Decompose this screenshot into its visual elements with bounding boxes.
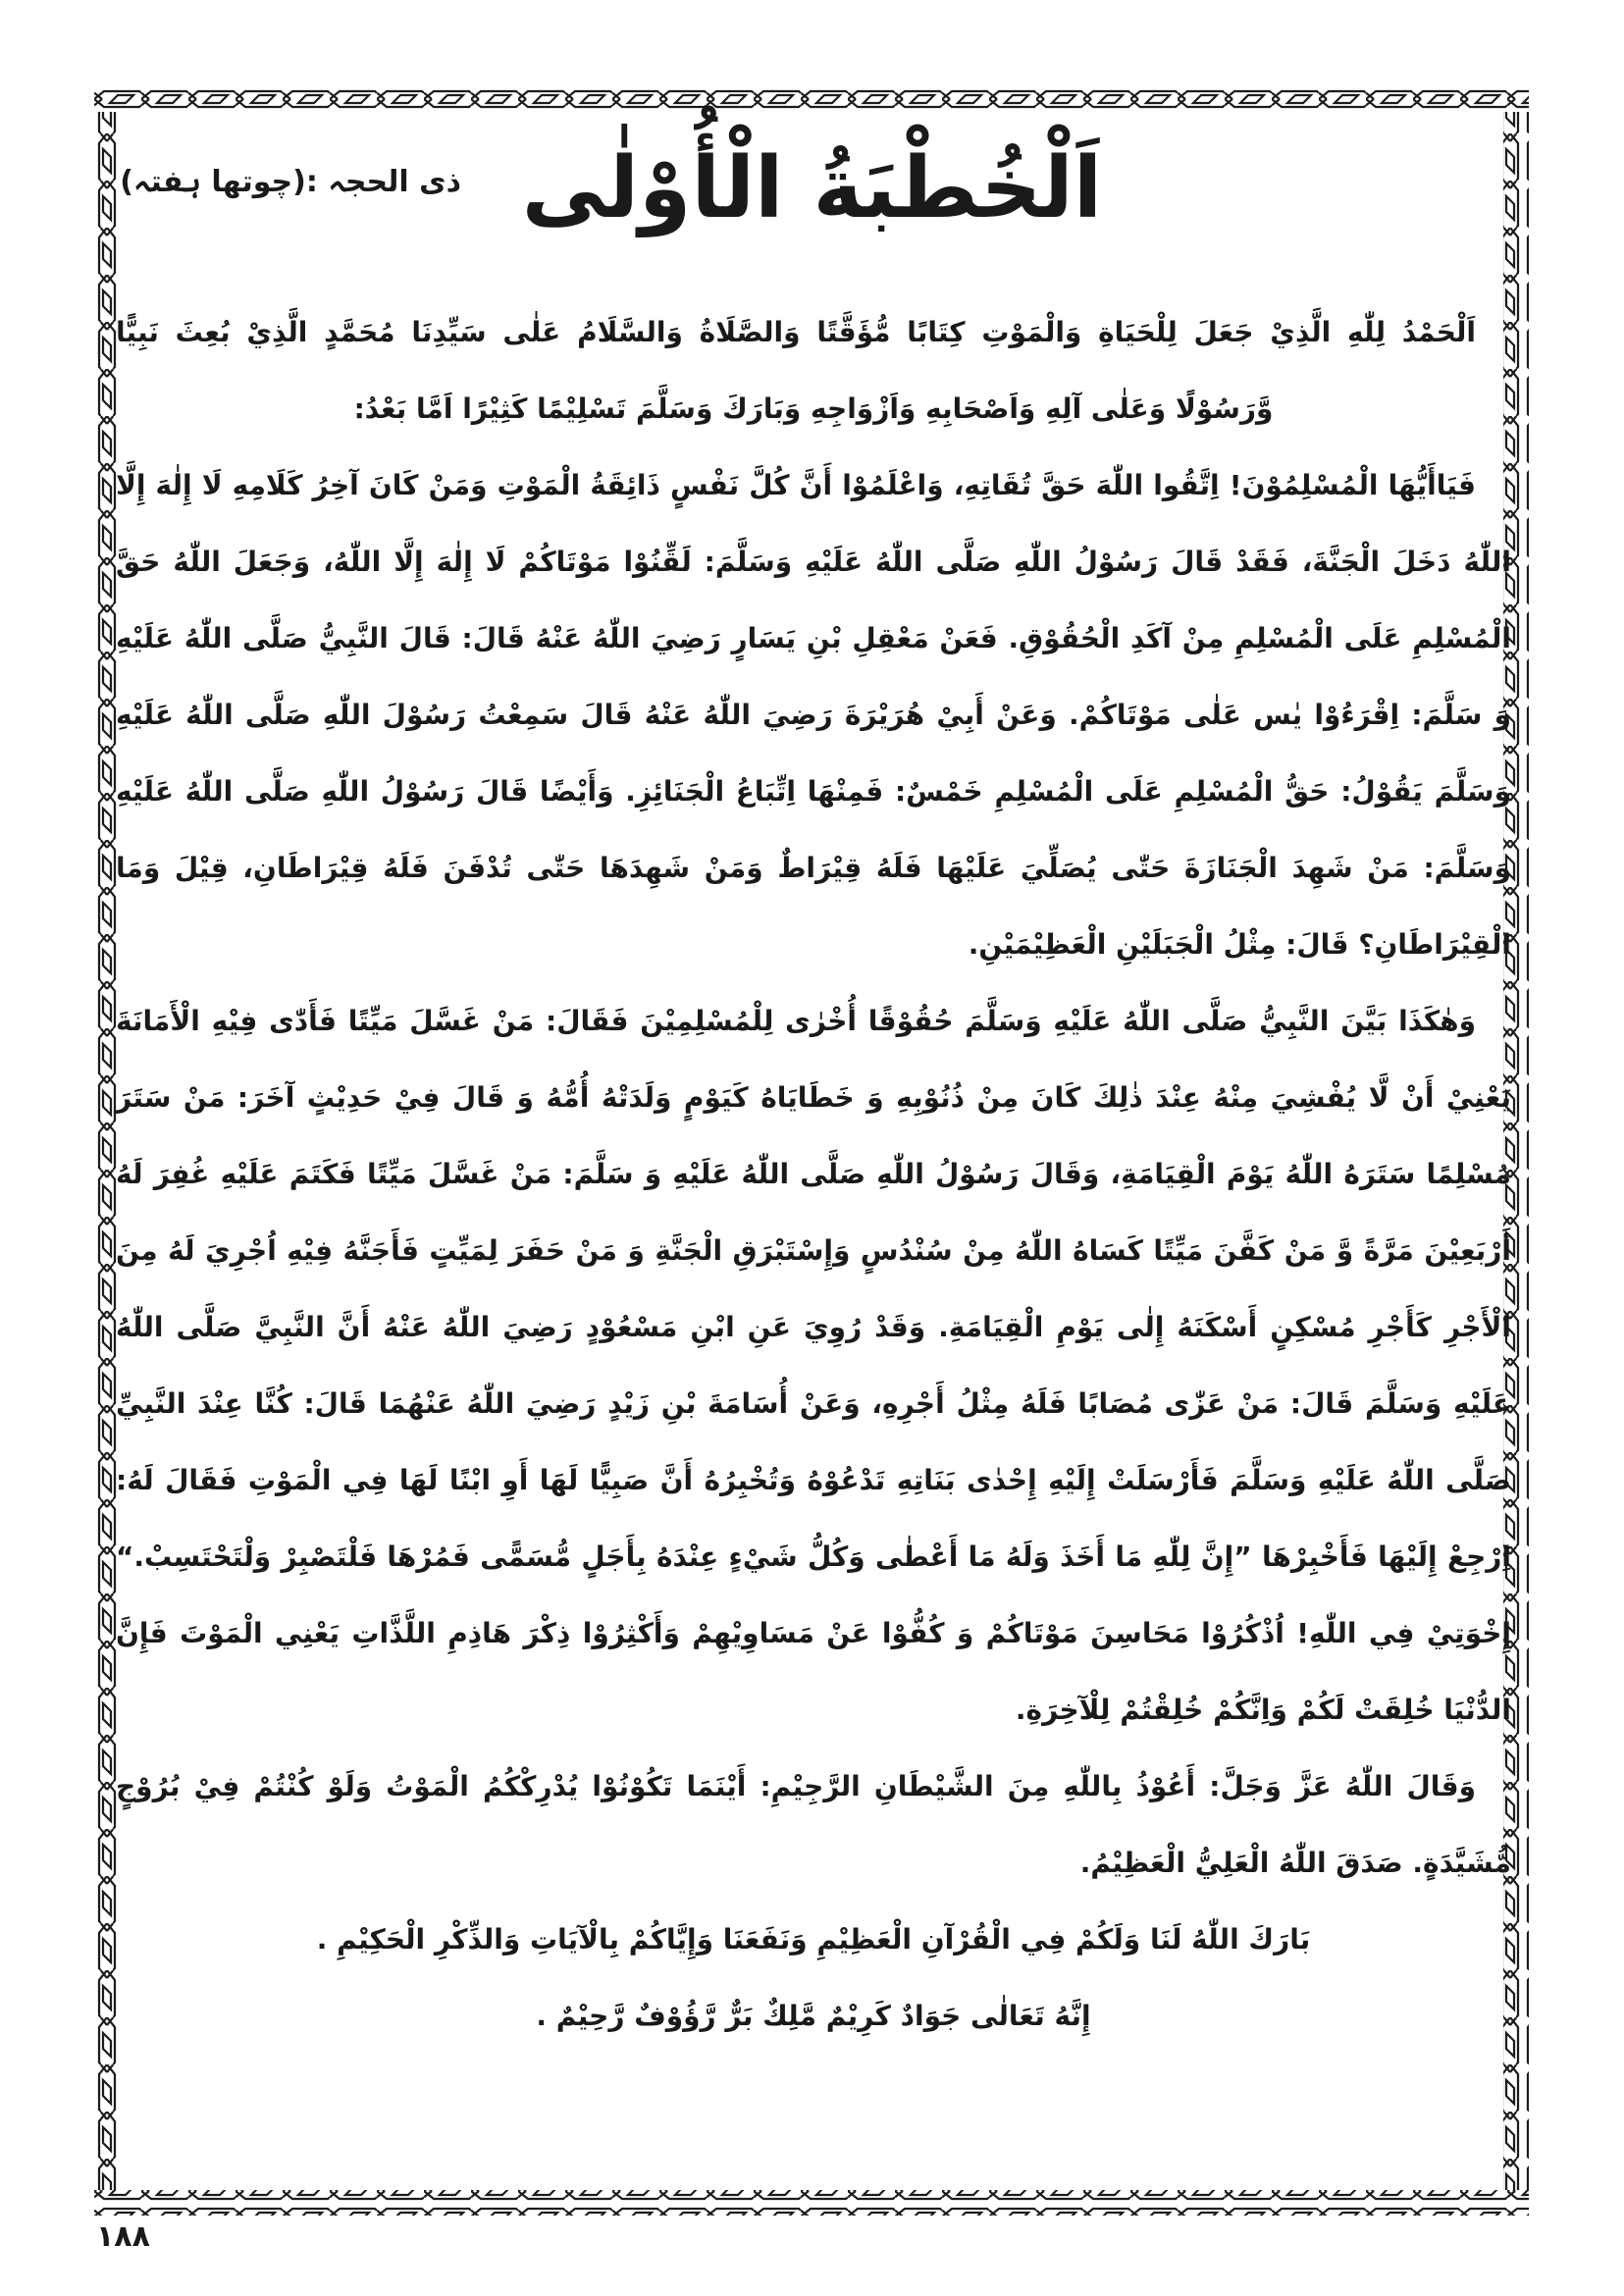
page-number: ١٨٨: [96, 2219, 150, 2254]
page-title: اَلْخُطْبَةُ الْأُوْلٰى: [521, 139, 1103, 237]
border-bottom-strip: [94, 2190, 1529, 2216]
paragraph-quran-verse: وَقَالَ اللّٰهُ عَزَّ وَجَلَّ: أَعُوْذُ بِاللّٰهِ مِنَ الشَّيْطَانِ الرَّجِيْمِ: أَيْنَمَا تَكُوْنُوْا يُدْرِكْكُمُ الْمَوْتُ وَلَوْ كُنْتُمْ فِيْ بُرُوْجٍ مُّشَيَّدَةٍ. صَدَقَ اللّٰهُ الْعَلِيُّ الْعَظِيْمُ.: [116, 1770, 1511, 1879]
paragraph-closing-dua: إِنَّهُ تَعَالٰى جَوَادٌ كَرِيْمٌ مَّلِكٌ بَرٌّ رَّؤُوْفٌ رَّحِيْمٌ .: [536, 2000, 1091, 2032]
border-top-strip: [94, 86, 1529, 112]
khutbah-body: [116, 294, 1511, 2143]
calendar-week-note: ذی الحجہ :(چوتھا ہفتہ): [120, 165, 461, 199]
paragraph-taqwa-and-janazah-rights: فَيَاأَيُّهَا الْمُسْلِمُوْنَ! اِتَّقُوا اللّٰهَ حَقَّ تُقَاتِهِ، وَاعْلَمُوْا أَنَّ كُلَّ نَفْسٍ ذَائِقَةُ الْمَوْتِ وَمَنْ كَانَ آخِرُ كَلَامِهِ لَا إِلٰهَ إِلَّا اللّٰهُ دَخَلَ الْجَنَّةَ، فَقَدْ قَالَ رَسُوْلُ اللّٰهِ صَلَّى اللّٰهُ عَلَيْهِ وَسَلَّمَ: لَقِّنُوْا مَوْتَاكُمْ لَا إِلٰهَ إِلَّا اللّٰهُ، وَجَعَلَ اللّٰهُ حَقَّ الْمُسْلِمِ عَلَى الْمُسْلِمِ مِنْ آكَدِ الْحُقُوْقِ. فَعَنْ مَعْقِلِ بْنِ يَسَارٍ رَضِيَ اللّٰهُ عَنْهُ قَالَ: قَالَ النَّبِيُّ صَلَّى اللّٰهُ عَلَيْهِ وَ سَلَّمَ: اِقْرَءُوْا يٰس عَلٰى مَوْتَاكُمْ. وَعَنْ أَبِيْ هُرَيْرَةَ رَضِيَ اللّٰهُ عَنْهُ قَالَ سَمِعْتُ رَسُوْلَ اللّٰهِ صَلَّى اللّٰهُ عَلَيْهِ وَسَلَّمَ يَقُوْلُ: حَقُّ الْمُسْلِمِ عَلَى الْمُسْلِمِ خَمْسٌ: فَمِنْهَا اِتِّبَاعُ الْجَنَائِزِ. وَأَيْضًا قَالَ رَسُوْلُ اللّٰهِ صَلَّى اللّٰهُ عَلَيْهِ وَسَلَّمَ: مَنْ شَهِدَ الْجَنَازَةَ حَتّٰى يُصَلِّيَ عَلَيْهَا فَلَهُ قِيْرَاطٌ وَمَنْ شَهِدَهَا حَتّٰى تُدْفَنَ فَلَهُ قِيْرَاطَانِ، قِيْلَ وَمَا الْقِيْرَاطَانِ؟ قَالَ: مِثْلُ الْجَبَلَيْنِ الْعَظِيْمَيْنِ.: [116, 469, 1511, 961]
paragraph-barakah-dua: بَارَكَ اللّٰهُ لَنَا وَلَكُمْ فِي الْقُرْآنِ الْعَظِيْمِ وَنَفَعَنَا وَإِيَّاكُمْ بِالْآيَاتِ وَالذِّكْرِ الْحَكِيْمِ .: [316, 1923, 1311, 1956]
paragraph-hamd-opening: اَلْحَمْدُ لِلّٰهِ الَّذِيْ جَعَلَ لِلْحَيَاةِ وَالْمَوْتِ كِتَابًا مُّؤَقَّتًا وَالصَّلَاةُ وَالسَّلَامُ عَلٰى سَيِّدِنَا مُحَمَّدٍ الَّذِيْ بُعِثَ نَبِيًّا وَّرَسُوْلًا وَعَلٰى آلِهِ وَاَصْحَابِهِ وَاَزْوَاجِهِ وَبَارَكَ وَسَلَّمَ تَسْلِيْمًا كَثِيْرًا اَمَّا بَعْدُ:: [116, 316, 1476, 425]
paragraph-further-rights-hadith: وَهٰكَذَا بَيَّنَ النَّبِيُّ صَلَّى اللّٰهُ عَلَيْهِ وَسَلَّمَ حُقُوْقًا أُخْرٰى لِلْمُسْلِمِيْنَ فَقَالَ: مَنْ غَسَّلَ مَيِّتًا فَأَدّٰى فِيْهِ الْأَمَانَةَ يَعْنِيْ أَنْ لَّا يُفْشِيَ مِنْهُ عِنْدَ ذٰلِكَ كَانَ مِنْ ذُنُوْبِهِ وَ خَطَايَاهُ كَيَوْمٍ وَلَدَتْهُ أُمُّهُ وَ قَالَ فِيْ حَدِيْثٍ آخَرَ: مَنْ سَتَرَ مُسْلِمًا سَتَرَهُ اللّٰهُ يَوْمَ الْقِيَامَةِ، وَقَالَ رَسُوْلُ اللّٰهِ صَلَّى اللّٰهُ عَلَيْهِ وَ سَلَّمَ: مَنْ غَسَّلَ مَيِّتًا فَكَتَمَ عَلَيْهِ غُفِرَ لَهُ أَرْبَعِيْنَ مَرَّةً وَّ مَنْ كَفَّنَ مَيِّتًا كَسَاهُ اللّٰهُ مِنْ سُنْدُسٍ وَإِسْتَبْرَقِ الْجَنَّةِ وَ مَنْ حَفَرَ لِمَيِّتٍ فَأَجَنَّهُ فِيْهِ اُجْرِيَ لَهُ مِنَ الْأَجْرِ كَأَجْرِ مُسْكِنٍ أَسْكَنَهُ إِلٰى يَوْمِ الْقِيَامَةِ. وَقَدْ رُوِيَ عَنِ ابْنِ مَسْعُوْدٍ رَضِيَ اللّٰهُ عَنْهُ أَنَّ النَّبِيَّ صَلَّى اللّٰهُ عَلَيْهِ وَسَلَّمَ قَالَ: مَنْ عَزّٰى مُصَابًا فَلَهُ مِثْلُ أَجْرِهِ، وَعَنْ أُسَامَةَ بْنِ زَيْدٍ رَضِيَ اللّٰهُ عَنْهُمَا قَالَ: كُنَّا عِنْدَ النَّبِيِّ صَلَّى اللّٰهُ عَلَيْهِ وَسَلَّمَ فَأَرْسَلَتْ إِلَيْهِ إِحْدٰى بَنَاتِهِ تَدْعُوْهُ وَتُخْبِرُهُ أَنَّ صَبِيًّا لَهَا أَوِ ابْنًا لَهَا فِي الْمَوْتِ فَقَالَ لَهُ: اِرْجِعْ إِلَيْهَا فَأَخْبِرْهَا ”إِنَّ لِلّٰهِ مَا أَخَذَ وَلَهُ مَا أَعْطٰى وَكُلُّ شَيْءٍ عِنْدَهُ بِأَجَلٍ مُّسَمًّى فَمُرْهَا فَلْتَصْبِرْ وَلْتَحْتَسِبْ.“ إِخْوَتِيْ فِي اللّٰهِ! اُذْكُرُوْا مَحَاسِنَ مَوْتَاكُمْ وَ كُفُّوْا عَنْ مَسَاوِيْهِمْ وَأَكْثِرُوْا ذِكْرَ هَاذِمِ اللَّذَّاتِ يَعْنِي الْمَوْتَ فَإِنَّ الدُّنْيَا خُلِقَتْ لَكُمْ وَاِنَّكُمْ خُلِقْتُمْ لِلْآخِرَةِ.: [116, 1005, 1511, 1726]
